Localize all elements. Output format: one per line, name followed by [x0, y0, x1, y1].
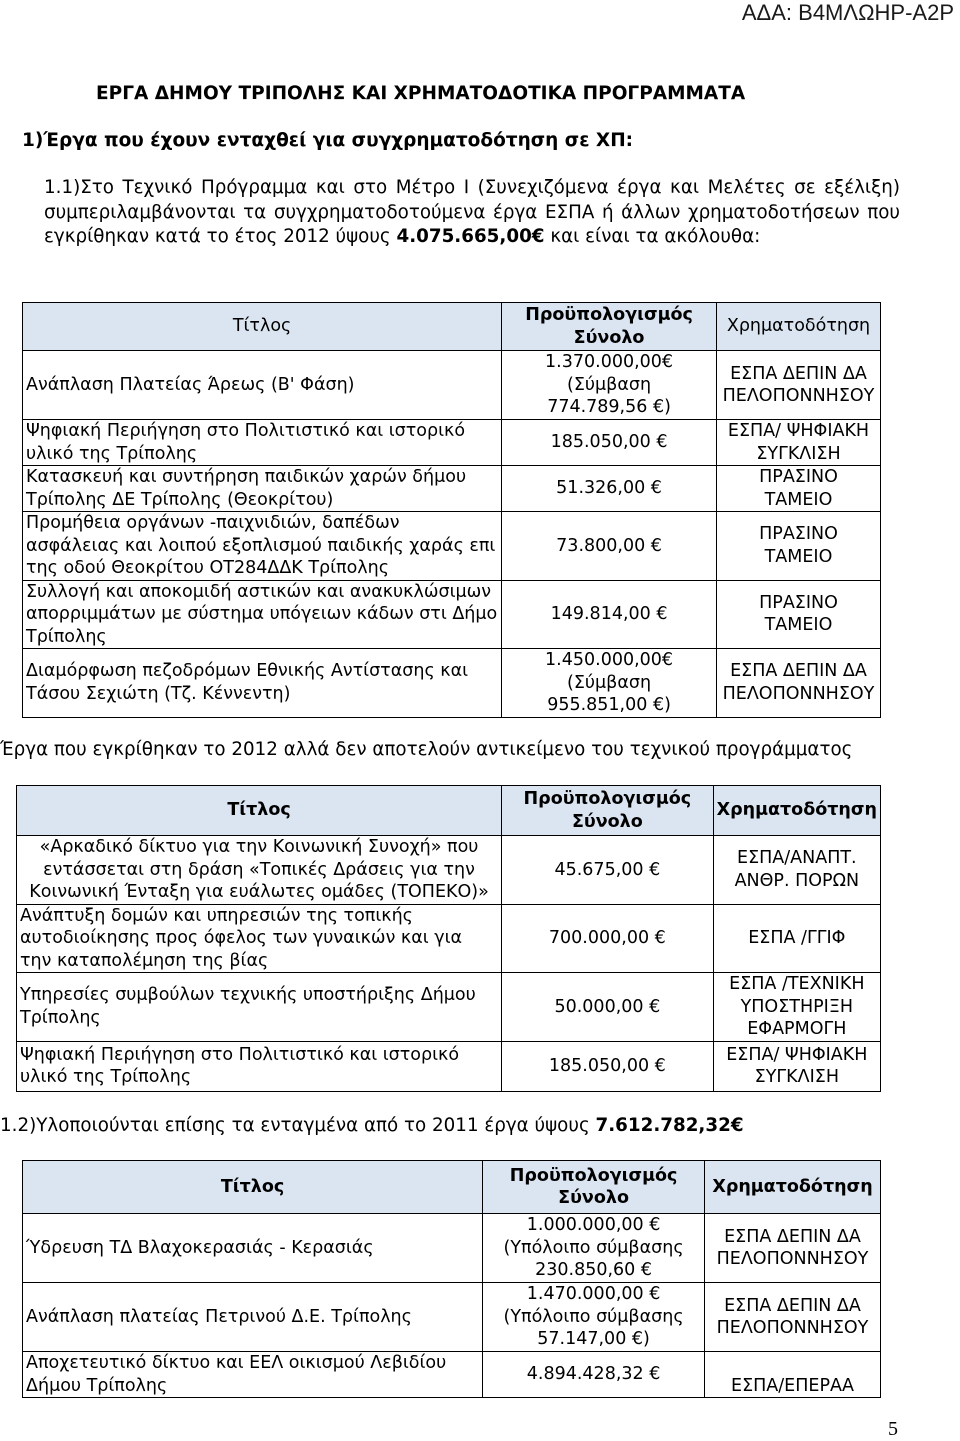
header-funding: Χρηματοδότηση — [705, 1161, 881, 1214]
row-title: Ψηφιακή Περιήγηση στο Πολιτιστικό και ιστορικό υλικό της Τρίπολης — [17, 1041, 502, 1091]
row-title: Υπηρεσίες συμβούλων τεχνικής υποστήριξης Δήμου Τρίπολης — [17, 973, 502, 1042]
row-title: Ύδρευση ΤΔ Βλαχοκερασιάς - Κερασιάς — [23, 1214, 483, 1283]
table-row — [23, 420, 881, 466]
row-title: Αποχετευτικό δίκτυο και ΕΕΛ οικισμού Λεβιδίου Δήμου Τρίπολης — [23, 1352, 483, 1398]
row-budget: 1.450.000,00€ (Σύμβαση 955.851,00 €) — [502, 649, 717, 718]
row-budget: 51.326,00 € — [502, 466, 717, 512]
table-row — [23, 1283, 881, 1352]
table-row — [23, 649, 881, 718]
row-title: Ψηφιακή Περιήγηση στο Πολιτιστικό και ιστορικό υλικό της Τρίπολης — [23, 420, 502, 466]
row-funding: ΕΣΠΑ ΔΕΠΙΝ ΔΑ ΠΕΛΟΠΟΝΝΗΣΟΥ — [717, 649, 881, 718]
row-budget: 149.814,00 € — [502, 580, 717, 649]
row-funding: ΕΣΠΑ/ΕΠΕΡΑΑ — [705, 1352, 881, 1398]
row-title: Συλλογή και αποκομιδή αστικών και ανακυκλώσιμων απορριμμάτων με σύστημα υπόγειων κάδων στι Δήμο Τρίπολης — [23, 580, 502, 649]
table-row — [23, 351, 881, 420]
row-title: Κατασκευή και συντήρηση παιδικών χαρών δήμου Τρίπολης ΔΕ Τρίπολης (Θεοκρίτου) — [23, 466, 502, 512]
projects-table-2 — [16, 785, 881, 1092]
section1-1-amount: 4.075.665,00€ — [396, 226, 545, 247]
projects-table-1 — [22, 302, 881, 718]
row-budget: 185.050,00 € — [502, 420, 717, 466]
section3-text: 1.2)Υλοποιούνται επίσης τα ενταγμένα από το 2011 έργα ύψους — [0, 1115, 596, 1136]
table-row — [23, 512, 881, 581]
section1-1-paragraph — [44, 176, 900, 250]
row-funding: ΠΡΑΣΙΝΟ ΤΑΜΕΙΟ — [717, 466, 881, 512]
section2-heading: Έργα που εγκρίθηκαν το 2012 αλλά δεν αποτελούν αντικείμενο του τεχνικού προγράμματος — [0, 739, 853, 760]
table-row — [23, 1352, 881, 1398]
header-budget: Προϋπολογισμός Σύνολο — [483, 1161, 705, 1214]
row-funding: ΕΣΠΑ/ ΨΗΦΙΑΚΗ ΣΥΓΚΛΙΣΗ — [717, 420, 881, 466]
header-title: Τίτλος — [23, 303, 502, 351]
table-row — [23, 580, 881, 649]
ada-code: ΑΔΑ: Β4ΜΛΩΗΡ-Α2Ρ — [741, 0, 954, 25]
table-row — [17, 836, 881, 905]
table-header-row — [17, 786, 881, 836]
row-funding: ΕΣΠΑ ΔΕΠΙΝ ΔΑ ΠΕΛΟΠΟΝΝΗΣΟΥ — [717, 351, 881, 420]
header-title: Τίτλος — [17, 786, 502, 836]
row-budget: 1.470.000,00 € (Υπόλοιπο σύμβασης 57.147,00 €) — [483, 1283, 705, 1352]
row-funding: ΠΡΑΣΙΝΟ ΤΑΜΕΙΟ — [717, 512, 881, 581]
row-budget: 73.800,00 € — [502, 512, 717, 581]
section1-1-text-end: και είναι τα ακόλουθα: — [544, 226, 761, 247]
row-title: Ανάπλαση Πλατείας Άρεως (Β' Φάση) — [23, 351, 502, 420]
row-title: «Αρκαδικό δίκτυο για την Κοινωνική Συνοχή» που εντάσσεται στη δράση «Τοπικές Δράσεις για την Κοινωνική Ένταξη για ευάλωτες ομάδες (ΤΟΠΕΚΟ)» — [17, 836, 502, 905]
document-title: ΕΡΓΑ ΔΗΜΟΥ ΤΡΙΠΟΛΗΣ ΚΑΙ ΧΡΗΜΑΤΟΔΟΤΙΚΑ ΠΡΟΓΡΑΜΜΑΤΑ — [96, 83, 746, 104]
table-row — [17, 904, 881, 973]
row-title: Ανάπτυξη δομών και υπηρεσιών της τοπικής αυτοδιοίκησης προς όφελος των γυναικών και για την καταπολέμηση της βίας — [17, 904, 502, 973]
header-budget: Προϋπολογισμός Σύνολο — [502, 786, 714, 836]
row-funding: ΠΡΑΣΙΝΟ ΤΑΜΕΙΟ — [717, 580, 881, 649]
row-funding: ΕΣΠΑ/ΑΝΑΠΤ. ΑΝΘΡ. ΠΟΡΩΝ — [713, 836, 880, 905]
table-header-row — [23, 1161, 881, 1214]
row-budget: 45.675,00 € — [502, 836, 714, 905]
row-budget: 185.050,00 € — [502, 1041, 714, 1091]
row-budget: 1.000.000,00 € (Υπόλοιπο σύμβασης 230.850,60 € — [483, 1214, 705, 1283]
table-header-row — [23, 303, 881, 351]
projects-table-3 — [22, 1160, 881, 1398]
header-funding: Χρηματοδότηση — [717, 303, 881, 351]
row-funding: ΕΣΠΑ ΔΕΠΙΝ ΔΑ ΠΕΛΟΠΟΝΝΗΣΟΥ — [705, 1283, 881, 1352]
row-budget: 50.000,00 € — [502, 973, 714, 1042]
row-title: Διαμόρφωση πεζοδρόμων Εθνικής Αντίστασης και Τάσου Σεχιώτη (Τζ. Κέννεντη) — [23, 649, 502, 718]
table-row — [23, 466, 881, 512]
row-funding: ΕΣΠΑ /ΓΓΙΦ — [713, 904, 880, 973]
header-title: Τίτλος — [23, 1161, 483, 1214]
row-budget: 1.370.000,00€ (Σύμβαση 774.789,56 €) — [502, 351, 717, 420]
row-budget: 4.894.428,32 € — [483, 1352, 705, 1398]
table-row — [17, 1041, 881, 1091]
header-budget: Προϋπολογισμός Σύνολο — [502, 303, 717, 351]
table-row — [23, 1214, 881, 1283]
row-funding: ΕΣΠΑ ΔΕΠΙΝ ΔΑ ΠΕΛΟΠΟΝΝΗΣΟΥ — [705, 1214, 881, 1283]
header-funding: Χρηματοδότηση — [713, 786, 880, 836]
row-title: Ανάπλαση πλατείας Πετρινού Δ.Ε. Τρίπολης — [23, 1283, 483, 1352]
row-funding: ΕΣΠΑ/ ΨΗΦΙΑΚΗ ΣΥΓΚΛΙΣΗ — [713, 1041, 880, 1091]
table-row — [17, 973, 881, 1042]
section3-amount: 7.612.782,32€ — [595, 1115, 744, 1136]
row-title: Προμήθεια οργάνων -παιχνιδιών, δαπέδων ασφάλειας και λοιπού εξοπλισμού παιδικής χαράς επι της οδού Θεοκρίτου ΟΤ284ΔΔΚ Τρίπολης — [23, 512, 502, 581]
page-number: 5 — [888, 1418, 898, 1440]
section3-heading — [0, 1115, 744, 1136]
row-budget: 700.000,00 € — [502, 904, 714, 973]
section1-heading: 1)Έργα που έχουν ενταχθεί για συγχρηματοδότηση σε ΧΠ: — [22, 130, 634, 151]
section1-1-text: 1.1)Στο Τεχνικό Πρόγραμμα και στο Μέτρο Ι (Συνεχιζόμενα έργα και Μελέτες σε εξέλιξη) συμπεριλαμβάνονται τα συγχρηματοδοτούμενα έργα ΕΣΠΑ ή άλλων χρηματοδοτήσεων που εγκρίθηκαν κατά το έτος 2012 ύψους — [44, 177, 900, 247]
row-funding: ΕΣΠΑ /ΤΕΧΝΙΚΗ ΥΠΟΣΤΗΡΙΞΗ ΕΦΑΡΜΟΓΗ — [713, 973, 880, 1042]
